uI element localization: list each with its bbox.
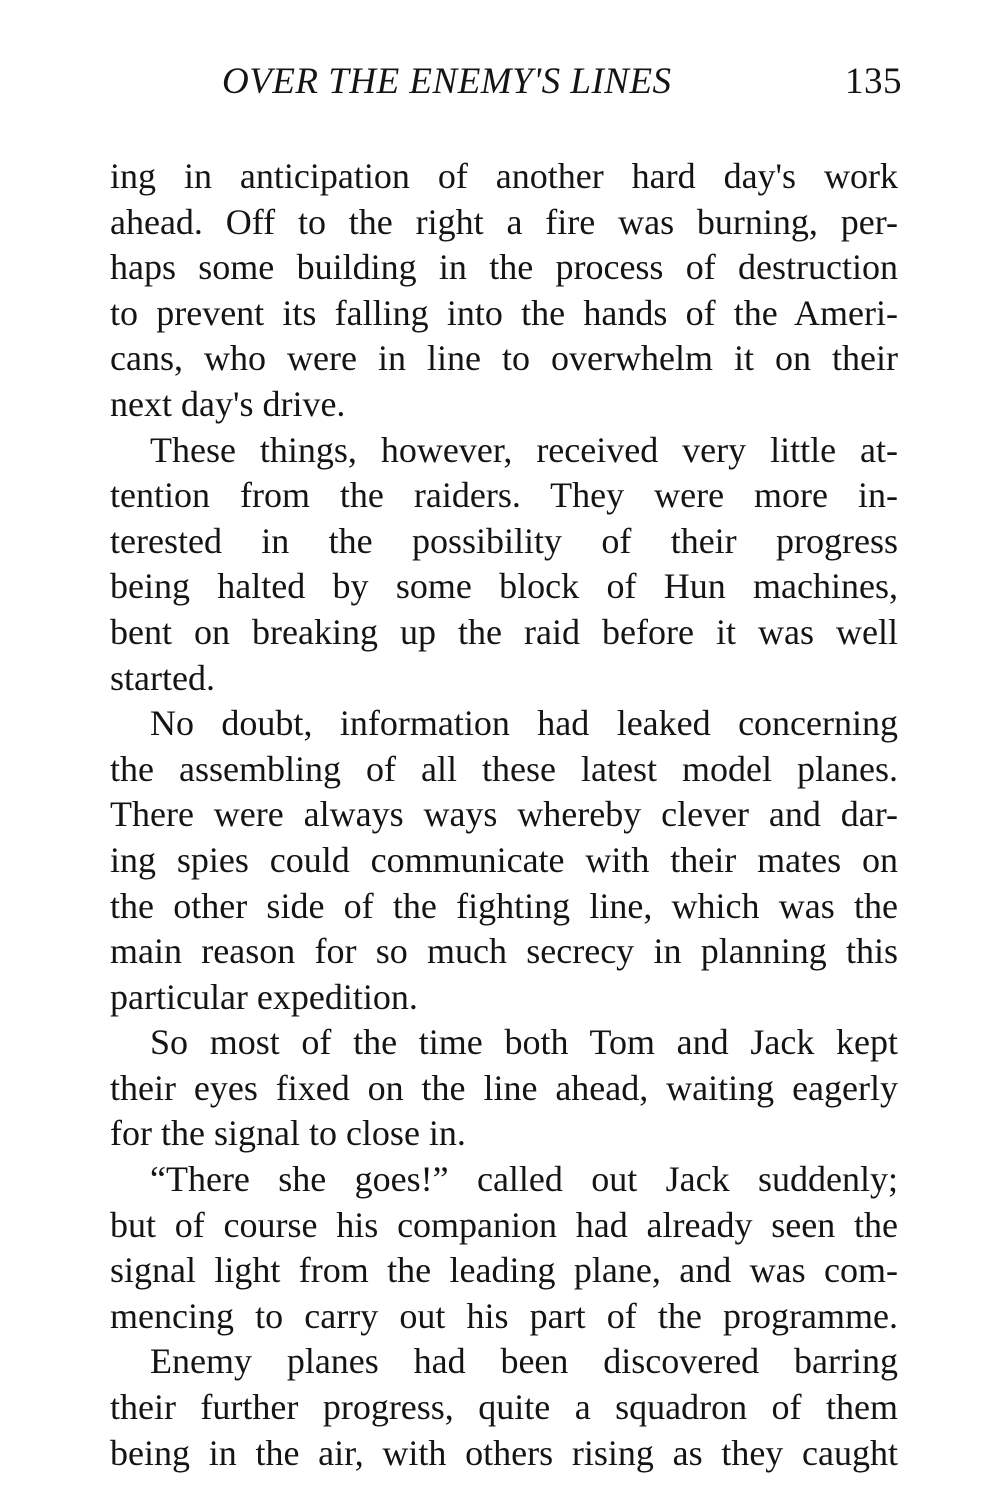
running-header [222,56,902,108]
text-line: being in the air, with others rising as they caught [110,1432,898,1473]
text-line: the assembling of all these latest model planes. [110,748,898,789]
text-line: No doubt, information had leaked concerning [150,703,898,744]
text-line: “There she goes!” called out Jack suddenly; [150,1159,898,1200]
text-line: bent on breaking up the raid before it was well [110,611,898,652]
text-line: These things, however, received very little at- [150,429,898,470]
text-line: ing spies could communicate with their mates on [110,839,898,880]
text-line: terested in the possibility of their progress [110,520,898,561]
text-line: their eyes fixed on the line ahead, waiting eagerly [110,1067,898,1108]
text-line: tention from the raiders. They were more in- [110,475,898,516]
text-line: to prevent its falling into the hands of the Ameri- [110,292,898,333]
text-line: cans, who were in line to overwhelm it on their [110,338,898,379]
page-number: 135 [845,61,902,102]
text-line: signal light from the leading plane, and was com- [110,1250,898,1291]
text-line: There were always ways whereby clever and dar- [110,794,898,835]
text-line: So most of the time both Tom and Jack kept [150,1022,898,1063]
text-line: ahead. Off to the right a fire was burning, per- [110,201,898,242]
text-line: mencing to carry out his part of the programme. [110,1295,898,1336]
text-line: next day's drive. [110,383,346,424]
text-line: but of course his companion had already seen the [110,1204,898,1245]
text-line: for the signal to close in. [110,1113,466,1154]
text-line: particular expedition. [110,976,418,1017]
text-line: ing in anticipation of another hard day's work [110,156,898,196]
text-line: the other side of the fighting line, which was the [110,885,898,926]
text-line: haps some building in the process of destruction [110,247,898,288]
text-line: being halted by some block of Hun machines, [110,566,898,607]
running-title: OVER THE ENEMY'S LINES [222,61,672,102]
text-line: Enemy planes had been discovered barring [150,1341,898,1382]
text-line: main reason for so much secrecy in planning this [110,931,898,972]
body-text [110,154,898,1476]
text-line: their further progress, quite a squadron of them [110,1387,898,1428]
text-line: started. [110,657,215,698]
